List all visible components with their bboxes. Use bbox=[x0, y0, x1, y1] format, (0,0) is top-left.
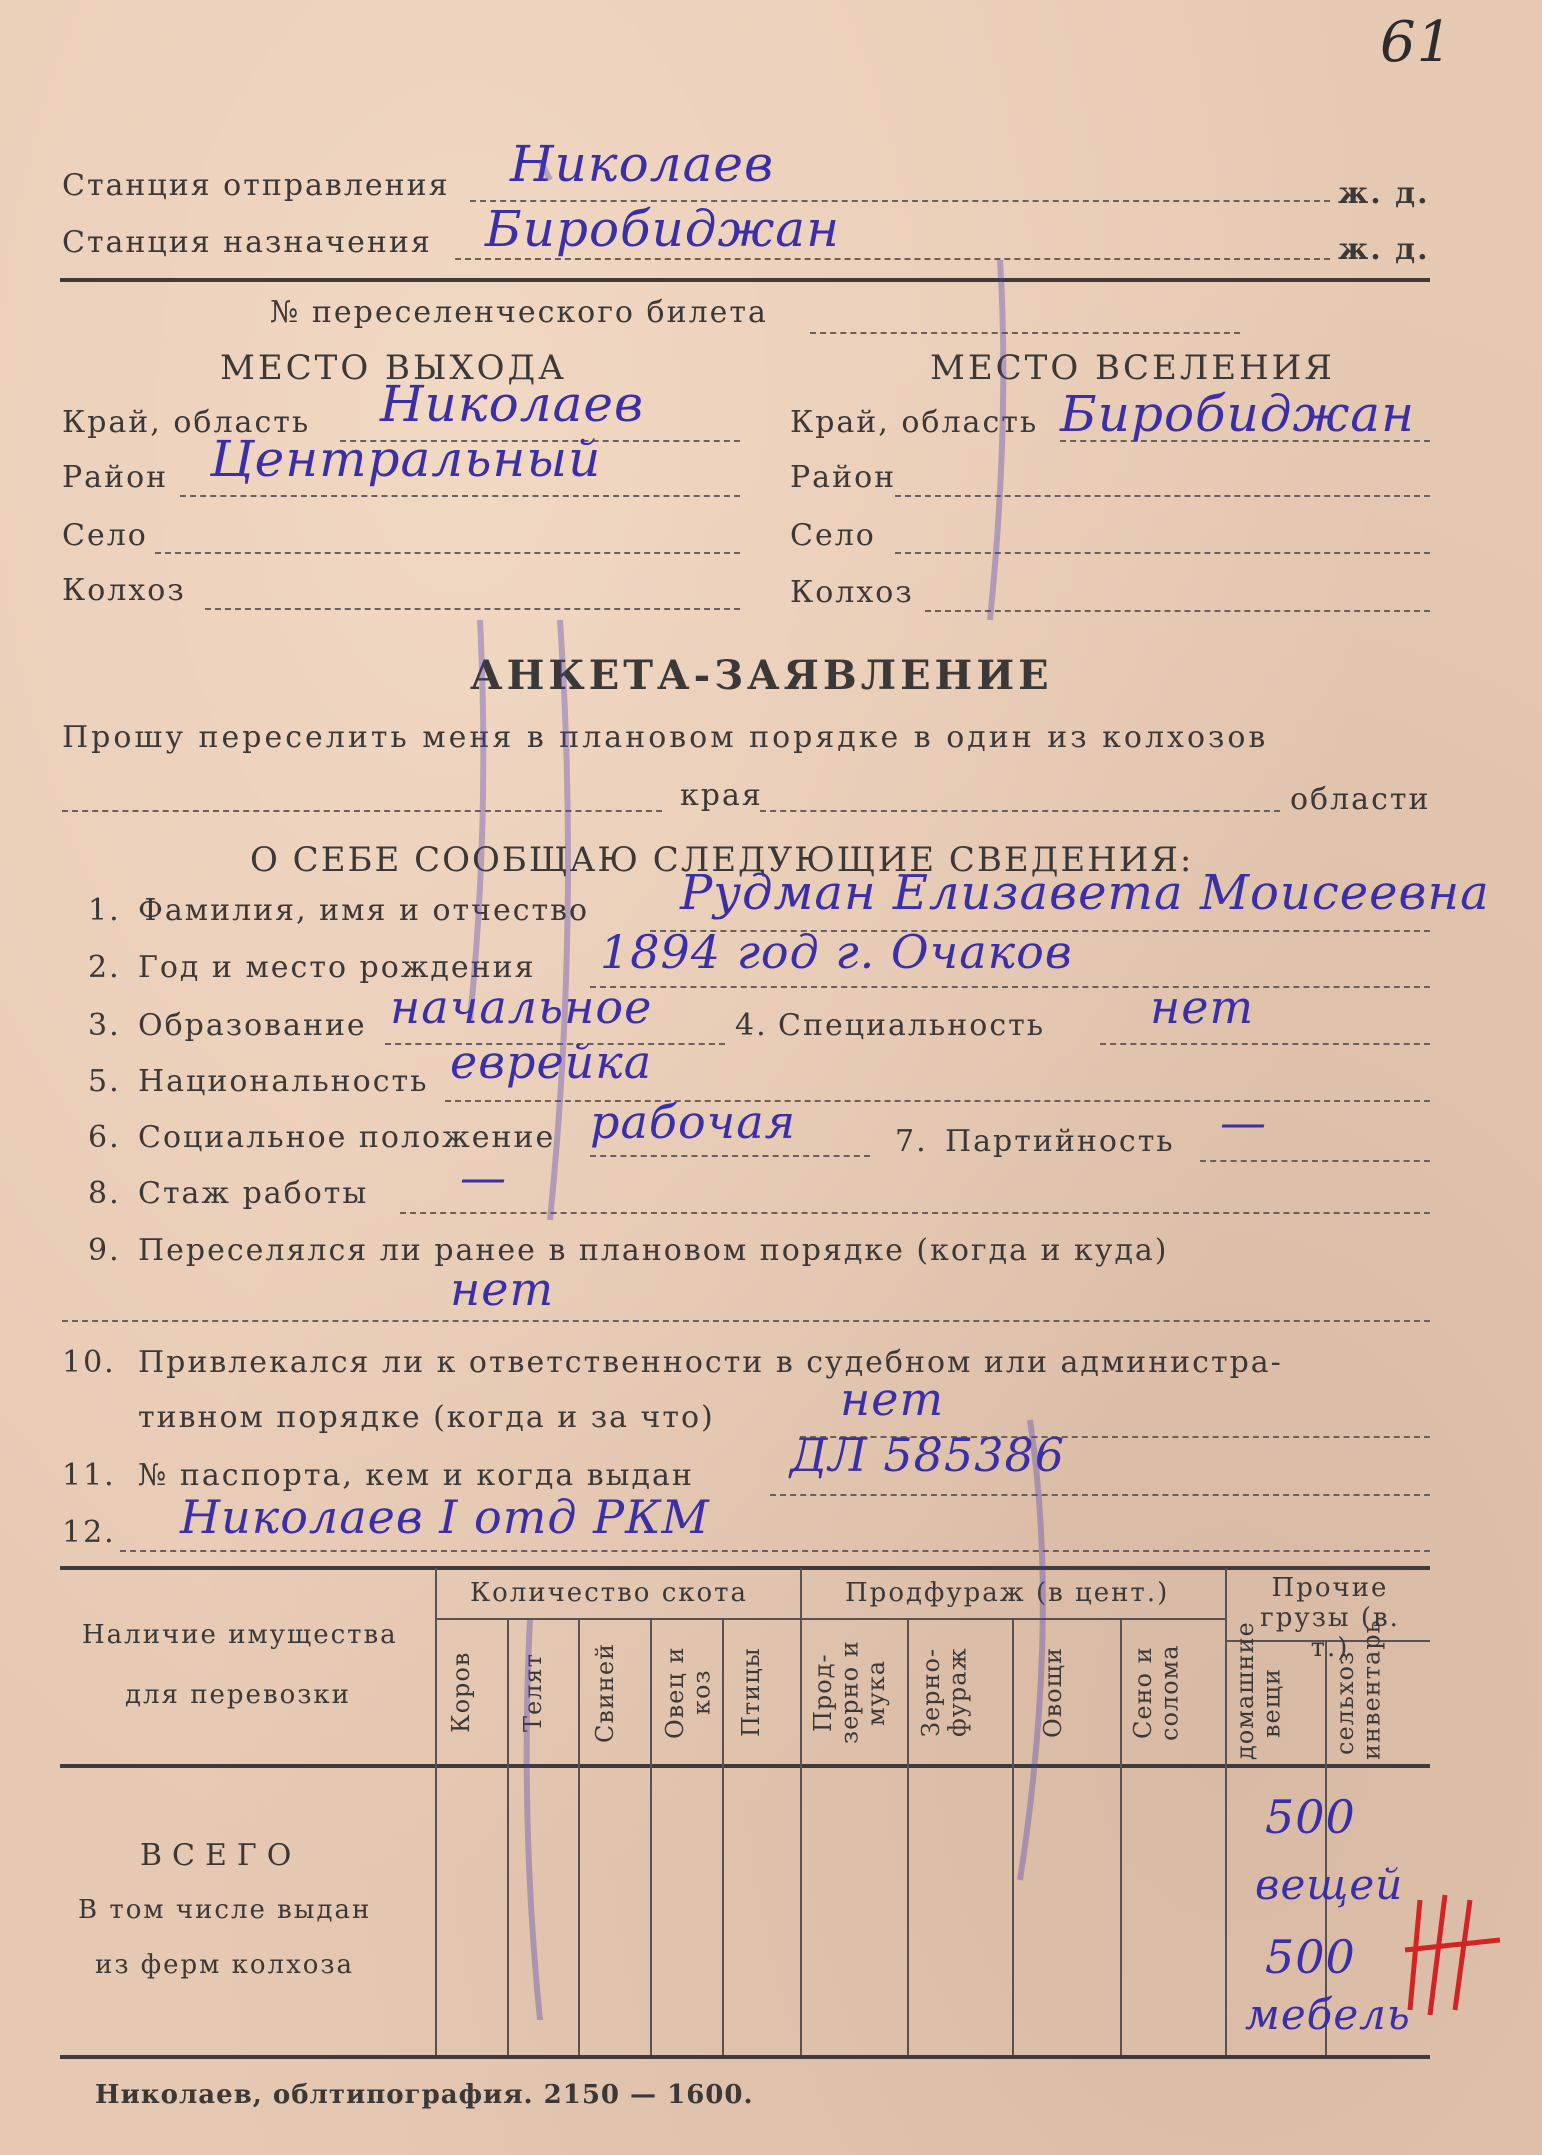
table-col-divider-i bbox=[1120, 1618, 1122, 2055]
item-8-number: 8. bbox=[88, 1176, 121, 1211]
table-col-poultry: Птицы bbox=[737, 1647, 765, 1738]
item-10-number: 10. bbox=[62, 1345, 116, 1380]
item-7-value: — bbox=[1220, 1095, 1267, 1149]
table-col-calves: Телят bbox=[519, 1653, 547, 1732]
item-9-label: Переселялся ли ранее в плановом порядке (когда и куда) bbox=[138, 1233, 1169, 1268]
item-7-label: Партийность bbox=[945, 1124, 1175, 1159]
table-col-pigs: Свиней bbox=[591, 1642, 619, 1743]
table-col-farm: сельхоз инвентарь bbox=[1331, 1619, 1386, 1760]
table-group-other: Прочие грузы (в. т.) bbox=[1260, 1573, 1400, 1663]
origin-region-label: Край, область bbox=[62, 405, 311, 440]
form-title: АНКЕТА-ЗАЯВЛЕНИЕ bbox=[470, 652, 1053, 699]
destination-region-value: Биробиджан bbox=[1060, 385, 1416, 443]
table-col-household: домашние вещи bbox=[1231, 1621, 1286, 1760]
origin-district-value: Центральный bbox=[210, 430, 602, 488]
table-col-grain: Прод-зерно и мука bbox=[809, 1640, 890, 1745]
item-10-label-1: Привлекался ли к ответственности в судебном или администра- bbox=[138, 1345, 1283, 1380]
station-to-label: Станция назначения bbox=[62, 225, 432, 260]
table-row-header-1: Наличие имущества bbox=[82, 1620, 398, 1650]
stamp-ink-marks bbox=[420, 120, 1120, 2020]
item-6-label: Социальное положение bbox=[138, 1120, 556, 1155]
table-incl-label-2: из ферм колхоза bbox=[95, 1950, 355, 1980]
table-other-value-3: 500 bbox=[1265, 1930, 1356, 1984]
station-from-label: Станция отправления bbox=[62, 168, 450, 203]
item-1-number: 1. bbox=[88, 893, 121, 928]
item-3-label: Образование bbox=[138, 1008, 367, 1043]
table-group-fodder: Продфураж (в цент.) bbox=[845, 1578, 1170, 1608]
item-6-number: 6. bbox=[88, 1120, 121, 1155]
item-7-line bbox=[1200, 1160, 1430, 1162]
item-5-number: 5. bbox=[88, 1064, 121, 1099]
table-row-header-2: для перевозки bbox=[125, 1680, 351, 1710]
origin-region-value: Николаев bbox=[380, 375, 645, 433]
destination-title: МЕСТО ВСЕЛЕНИЯ bbox=[930, 348, 1335, 388]
station-from-value: Николаев bbox=[510, 135, 775, 193]
item-3-number: 3. bbox=[88, 1008, 121, 1043]
destination-district-label: Район bbox=[790, 460, 897, 495]
item-3-value: начальное bbox=[390, 980, 653, 1034]
item-2-value: 1894 год г. Очаков bbox=[600, 925, 1073, 979]
table-col-cows: Коров bbox=[447, 1651, 475, 1734]
item-4-line bbox=[1100, 1043, 1430, 1045]
table-col-hay: Сено и солома bbox=[1129, 1644, 1184, 1741]
item-7-number: 7. bbox=[895, 1124, 928, 1159]
item-12-value: Николаев I отд РКМ bbox=[180, 1490, 710, 1544]
oblast-label: области bbox=[1290, 782, 1431, 817]
krai-label: края bbox=[680, 778, 763, 813]
table-other-value-4: мебель bbox=[1245, 1990, 1411, 2039]
origin-district-label: Район bbox=[62, 460, 169, 495]
item-8-value: — bbox=[460, 1150, 507, 1204]
destination-kolkhoz-label: Колхоз bbox=[790, 575, 914, 610]
destination-region-label: Край, область bbox=[790, 405, 1039, 440]
destination-village-label: Село bbox=[790, 518, 876, 553]
item-5-value: еврейка bbox=[450, 1035, 653, 1089]
item-6-value: рабочая bbox=[590, 1095, 797, 1149]
item-10-value: нет bbox=[840, 1372, 945, 1426]
item-11-label: № паспорта, кем и когда выдан bbox=[138, 1458, 694, 1493]
item-2-number: 2. bbox=[88, 950, 121, 985]
item-8-label: Стаж работы bbox=[138, 1176, 369, 1211]
table-incl-label-1: В том числе выдан bbox=[78, 1895, 372, 1925]
item-4-label: Специальность bbox=[778, 1008, 1046, 1043]
railway-suffix-2: ж. д. bbox=[1338, 232, 1430, 267]
info-heading: О СЕБЕ СООБЩАЮ СЛЕДУЮЩИЕ СВЕДЕНИЯ: bbox=[250, 840, 1194, 880]
item-9-number: 9. bbox=[88, 1233, 121, 1268]
table-col-oats: Овощи bbox=[1039, 1647, 1067, 1738]
table-col-fodder-grain: Зерно-фураж bbox=[917, 1647, 972, 1738]
table-bottom-border bbox=[60, 2055, 1430, 2059]
item-2-label: Год и место рождения bbox=[138, 950, 536, 985]
red-pencil-marks bbox=[1400, 1880, 1510, 2030]
origin-title: МЕСТО ВЫХОДА bbox=[220, 348, 567, 388]
table-col-sheep: Овец и коз bbox=[661, 1646, 716, 1739]
item-10-label-2: тивном порядке (когда и за что) bbox=[138, 1400, 715, 1435]
item-9-value: нет bbox=[450, 1262, 555, 1316]
page-number: 61 bbox=[1380, 10, 1454, 75]
request-line: Прошу переселить меня в плановом порядке в один из колхозов bbox=[62, 720, 1269, 755]
origin-kolkhoz-label: Колхоз bbox=[62, 573, 186, 608]
railway-suffix-1: ж. д. bbox=[1338, 176, 1430, 211]
table-total-label: ВСЕГО bbox=[140, 1838, 302, 1873]
table-other-value-1: 500 bbox=[1265, 1790, 1356, 1844]
footer-imprint: Николаев, облтипография. 2150 — 1600. bbox=[95, 2080, 754, 2110]
item-11-value: ДЛ 585386 bbox=[790, 1428, 1066, 1482]
item-11-number: 11. bbox=[62, 1458, 116, 1493]
table-other-value-2: вещей bbox=[1255, 1860, 1404, 1909]
table-group-livestock: Количество скота bbox=[470, 1578, 749, 1608]
origin-village-label: Село bbox=[62, 518, 148, 553]
item-5-label: Национальность bbox=[138, 1064, 429, 1099]
station-to-value: Биробиджан bbox=[485, 200, 841, 258]
item-4-value: нет bbox=[1150, 980, 1255, 1034]
ticket-number-label: № переселенческого билета bbox=[270, 295, 768, 330]
item-12-number: 12. bbox=[62, 1515, 116, 1550]
item-4-number: 4. bbox=[735, 1008, 768, 1043]
item-1-value: Рудман Елизавета Моисеевна bbox=[680, 865, 1490, 921]
item-1-label: Фамилия, имя и отчество bbox=[138, 893, 590, 928]
